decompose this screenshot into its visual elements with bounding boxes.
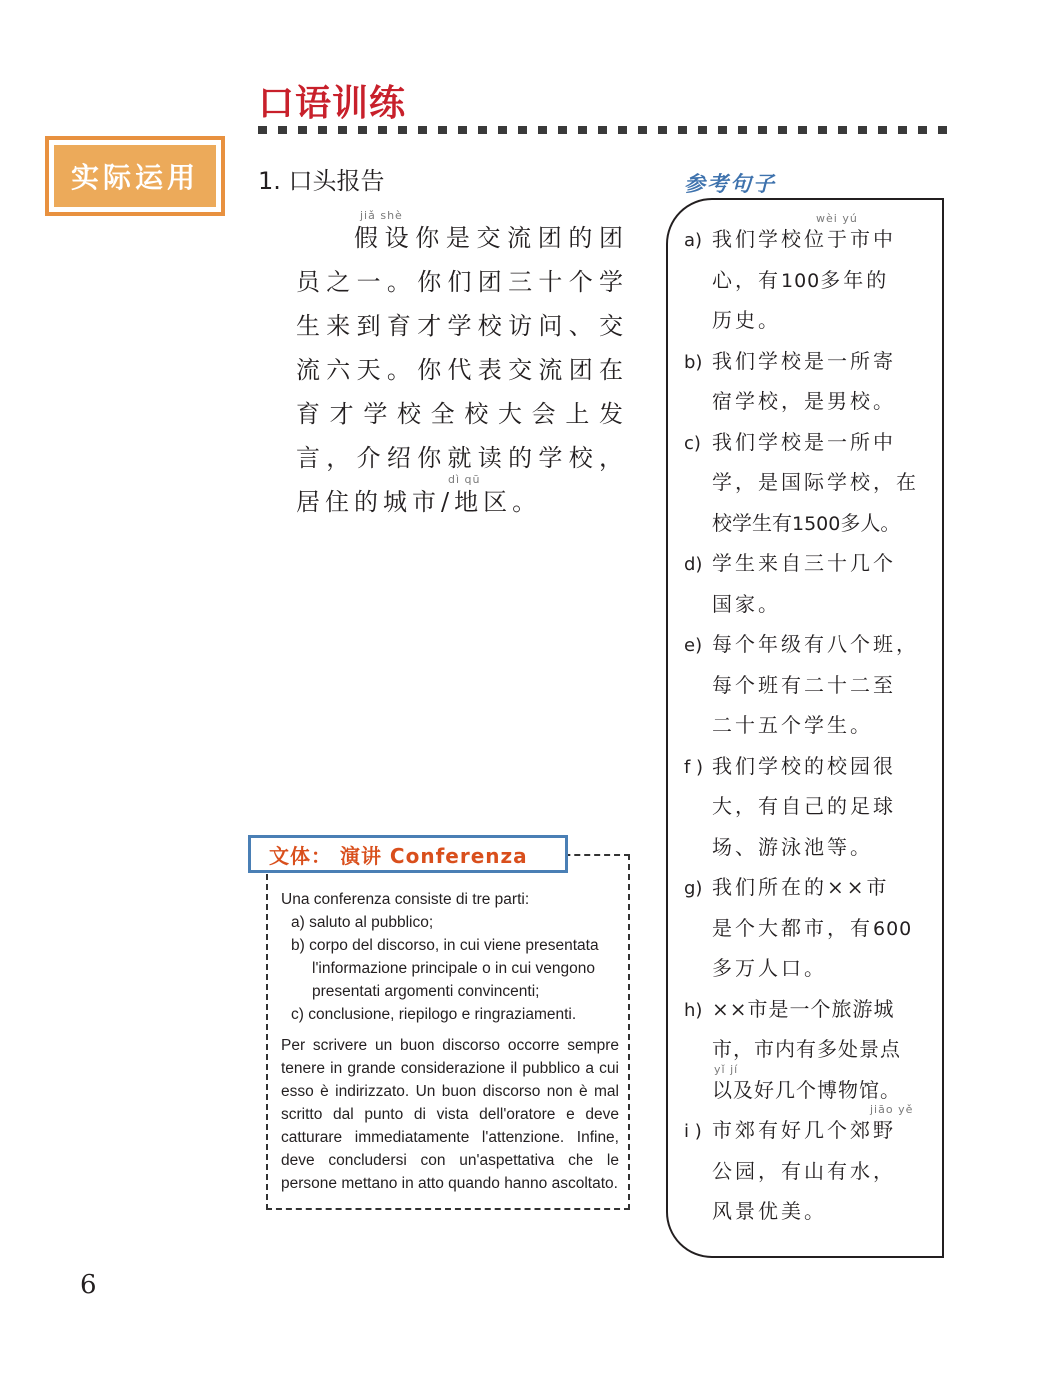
reference-item-e: 二十五个学生。: [712, 713, 873, 737]
exercise-heading: 1. 口头报告: [258, 167, 385, 195]
reference-item-c: 学，是国际学校，在: [712, 470, 919, 494]
item-text: 我们学校位于市中: [712, 227, 896, 251]
item-key: h): [684, 999, 703, 1021]
genre-item-c: c) conclusione, riepilogo e ringraziamenti.: [291, 1006, 577, 1023]
reference-item-f: 大，有自己的足球: [712, 794, 896, 818]
item-key: c): [684, 432, 701, 454]
reference-item-i: 公园，有山有水，: [712, 1158, 896, 1183]
pinyin-annotation: jiǎ shè: [360, 209, 403, 222]
pinyin-annotation: dì qū: [448, 473, 481, 486]
section-tag: [45, 136, 225, 216]
paragraph-line-text: 居住的城市/地区。: [296, 488, 542, 516]
dotted-divider: [258, 126, 948, 134]
reference-item-a: 历史。: [712, 308, 781, 332]
genre-item-b: l'informazione principale o in cui vengono: [312, 960, 595, 977]
paragraph-line: 言，介绍你就读的学校，: [296, 444, 628, 472]
item-text: 多人。: [840, 510, 901, 535]
item-key: b): [684, 351, 703, 373]
reference-item-d: [684, 543, 920, 584]
reference-item-g: [684, 867, 920, 908]
reference-item-g: 多万人口。: [712, 956, 827, 980]
item-key: d): [684, 554, 703, 575]
item-text: 我们所在的××市: [712, 875, 890, 899]
paragraph-line: [296, 473, 628, 524]
item-text: 以及好几个博物馆。: [712, 1077, 901, 1102]
item-text: 是个大都市，有: [712, 915, 873, 940]
genre-label: 文体： 演讲 Conferenza: [248, 835, 568, 873]
genre-paragraph: Per scrivere un buon discorso occorre sempre tenere in grande considerazione il pubblico a cui esso è indirizzato. Un buon discorso non è mal scritto dal punto di vista dell'oratore e deve catturare immediatamente l'attenzione. Infine, deve concludersi con un'aspettativa che le persone mettano in atto quando hanno ascoltato.: [281, 1037, 619, 1192]
page-number: 6: [80, 1270, 97, 1300]
reference-item-h: [684, 989, 920, 1030]
reference-item-c: [684, 422, 920, 463]
pinyin-annotation: jiāo yě: [870, 1103, 914, 1116]
reference-title: 参考句子: [684, 172, 776, 196]
reference-list: [684, 212, 920, 1232]
reference-item-g: [684, 908, 920, 949]
paragraph-line: 流六天。你代表交流团在: [296, 356, 628, 384]
paragraph-line: 员之一。你们团三十个学: [296, 268, 628, 296]
exercise-paragraph: [296, 209, 628, 524]
genre-item-b: b) corpo del discorso, in cui viene presentata: [291, 937, 599, 954]
item-text: 多年的: [820, 267, 890, 292]
page-title: 口语训练: [258, 83, 407, 124]
reference-item-e: [684, 624, 920, 665]
reference-item-h: 市，市内有多处景点: [712, 1037, 901, 1061]
reference-item-f: [684, 746, 920, 787]
paragraph-line: 育才学校全校大会上发: [296, 400, 628, 428]
item-text: 校学生有: [712, 510, 792, 535]
paragraph-line: [296, 209, 628, 260]
item-text: 我们学校的校园很: [712, 753, 896, 778]
paragraph-line: 生来到育才学校访问、交: [296, 312, 628, 340]
reference-item-b: [684, 341, 920, 382]
genre-description: [281, 888, 619, 1195]
reference-item-a: [684, 212, 920, 260]
reference-item-e: 每个班有二十二至: [712, 672, 896, 697]
genre-item-b: presentati argomenti convincenti;: [312, 983, 540, 1000]
item-key: i ): [684, 1121, 702, 1142]
item-key: g): [684, 878, 703, 899]
pinyin-annotation: yǐ jí: [714, 1062, 739, 1076]
reference-item-a: [684, 260, 920, 301]
item-text: 心，有: [712, 267, 781, 292]
reference-item-d: 国家。: [712, 591, 781, 616]
paragraph-line-text: 假设你是交流团的团: [354, 224, 628, 252]
item-key: e): [684, 635, 703, 656]
item-key: a): [684, 230, 703, 251]
item-text: 学生来自三十几个: [712, 551, 896, 575]
pinyin-annotation: wèi yú: [816, 212, 858, 225]
section-tag-label: 实际运用: [54, 145, 216, 207]
item-key: f ): [684, 756, 704, 778]
genre-intro: Una conferenza consiste di tre parti:: [281, 891, 530, 908]
item-number: 600: [873, 917, 913, 940]
item-text: 我们学校是一所寄: [712, 348, 896, 373]
item-text: ××市是一个旅游城: [712, 996, 895, 1021]
reference-item-i: [684, 1103, 920, 1151]
item-text: 每个年级有八个班，: [712, 632, 919, 656]
genre-item-a: a) saluto al pubblico;: [291, 914, 434, 931]
reference-item-i: 风景优美。: [712, 1199, 827, 1223]
item-number: 100: [781, 269, 821, 292]
reference-item-f: 场、游泳池等。: [712, 834, 873, 859]
reference-item-b: 宿学校，是男校。: [712, 389, 896, 413]
item-number: 1500: [792, 512, 841, 535]
item-text: 市郊有好几个郊野: [712, 1118, 896, 1142]
item-text: 我们学校是一所中: [712, 429, 896, 454]
reference-item-c: [684, 503, 920, 544]
